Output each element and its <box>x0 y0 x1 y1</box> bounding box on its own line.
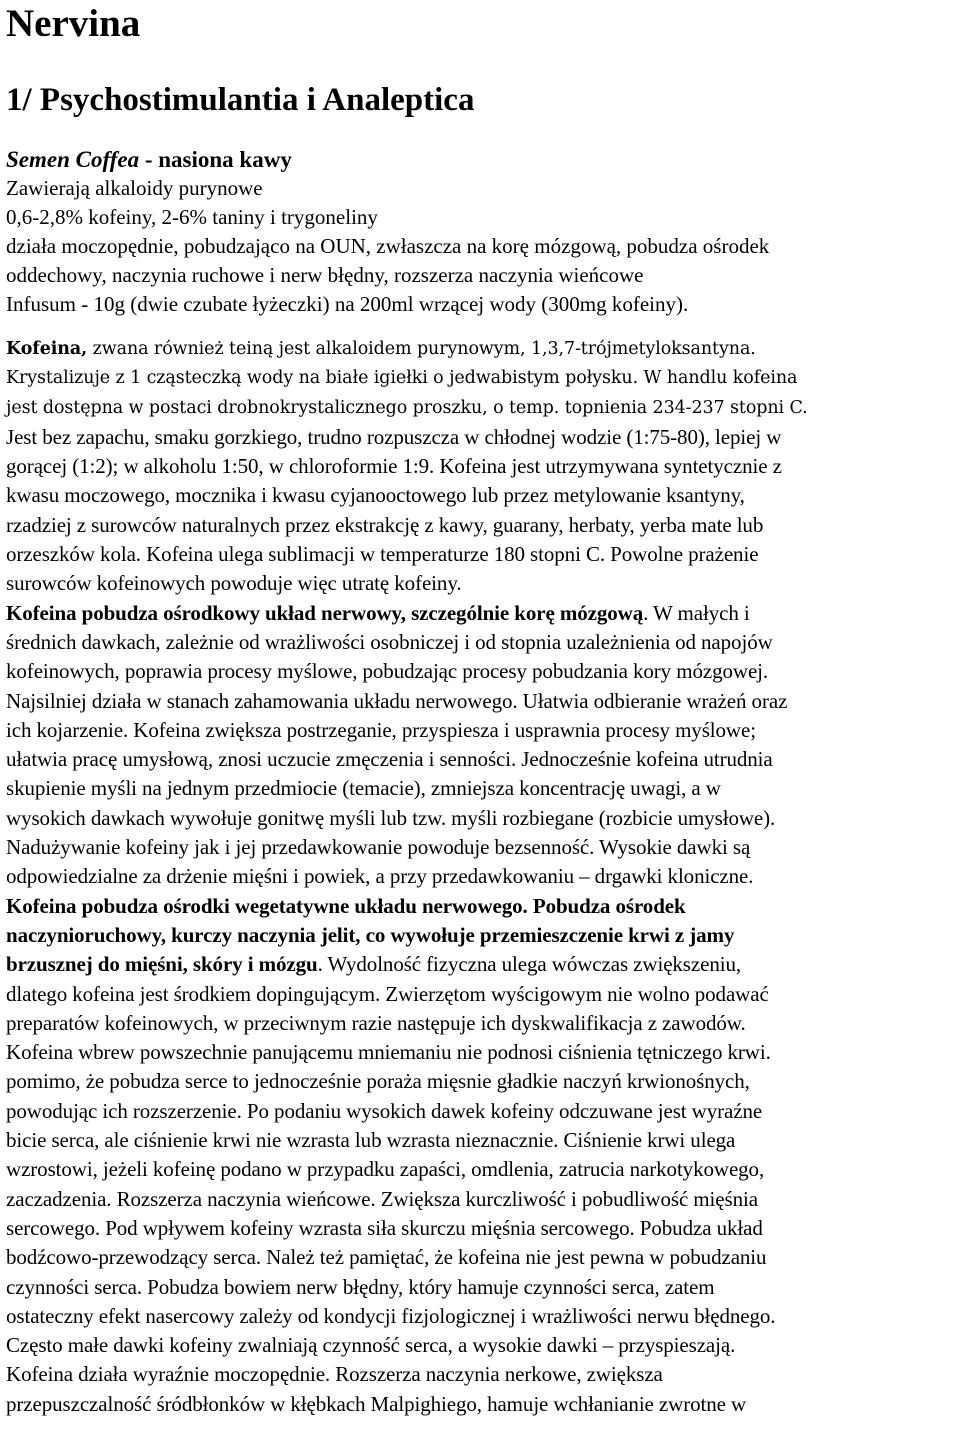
body-line: dlatego kofeina jest środkiem dopingującym. Zwierzętom wyścigowym nie wolno podawać <box>6 981 769 1006</box>
body-line: rzadziej z surowców naturalnych przez ekstrakcję z kawy, guarany, herbaty, yerba mate lub <box>6 512 764 537</box>
body-line: odpowiedzialne za drżenie mięśni i powiek, a przy przedawkowaniu – drgawki kloniczne. <box>6 864 754 889</box>
body-line <box>6 599 954 628</box>
bold-text: Kofeina pobudza ośrodkowy układ nerwowy, szczególnie korę mózgową <box>6 600 644 625</box>
body-line: wysokich dawkach wywołuje gonitwę myśli lub tzw. myśli rozbiegane (rozbicie umysłowe). <box>6 805 776 830</box>
body-line: ułatwia pracę umysłową, znosi uczucie zmęczenia i senności. Jednocześnie kofeina utrudnia <box>6 747 773 772</box>
body-line: wzrostowi, jeżeli kofeinę podano w przypadku zapaści, omdlenia, zatrucia narkotykowego, <box>6 1157 765 1182</box>
intro-line: 0,6-2,8% kofeiny, 2-6% taniny i trygoneliny <box>6 205 378 229</box>
body-line: ich kojarzenie. Kofeina zwiększa postrzeganie, przyspiesza i usprawnia procesy myślowe; <box>6 717 756 742</box>
body-line: preparatów kofeinowych, w przeciwnym razie następuje ich dyskwalifikacja z zawodów. <box>6 1010 746 1035</box>
body-line: czynności serca. Pobudza bowiem nerw błędny, który hamuje czynności serca, zatem <box>6 1274 715 1299</box>
body-line: powodując ich rozszerzenie. Po podaniu wysokich dawek kofeiny odczuwane jest wyraźne <box>6 1098 763 1123</box>
body-line: Najsilniej działa w stanach zahamowania układu nerwowego. Ułatwia odbieranie wrażeń oraz <box>6 688 788 713</box>
subhead-latin: Semen Coffea <box>6 147 140 172</box>
body-line: średnich dawkach, zależnie od wrażliwości osobniczej i od stopnia uzależnienia od napojów <box>6 629 773 654</box>
body-line: Nadużywanie kofeiny jak i jej przedawkowanie powoduje bezsenność. Wysokie dawki są <box>6 835 751 860</box>
intro-line: oddechowy, naczynia ruchowe i nerw błędny, rozszerza naczynia wieńcowe <box>6 263 644 287</box>
body-line: skupienie myśli na jednym przedmiocie (temacie), zmniejsza koncentrację uwagi, a w <box>6 776 721 801</box>
body-line: surowców kofeinowych powoduje więc utratę kofeiny. <box>6 571 462 596</box>
body-line: ostateczny efekt nasercowy zależy od kondycji fizjologicznej i wrażliwości nerwu błędnego. <box>6 1303 776 1328</box>
body-line <box>6 950 954 979</box>
body-line: Często małe dawki kofeiny zwalniają czynność serca, a wysokie dawki – przyspieszają. <box>6 1333 736 1358</box>
body-line: Krystalizuje z 1 cząsteczką wody na białe igiełki o jedwabistym połysku. W handlu kofeina <box>6 368 798 389</box>
body-line: sercowego. Pod wpływem kofeiny wzrasta siła skurczu mięśnia sercowego. Pobudza układ <box>6 1215 763 1240</box>
body-line: kwasu moczowego, mocznika i kwasu cyjanooctowego lub przez metylowanie ksantyny, <box>6 483 745 508</box>
section-heading: 1/ Psychostimulantia i Analeptica <box>6 82 475 118</box>
intro-line: Infusum - 10g (dwie czubate łyżeczki) na 200ml wrzącej wody (300mg kofeiny). <box>6 292 689 316</box>
spacer <box>6 319 954 335</box>
body-line: Kofeina działa wyraźnie moczopędnie. Rozszerza naczynia nerkowe, zwiększa <box>6 1362 663 1387</box>
bold-text: naczynioruchowy, kurczy naczynia jelit, co wywołuje przemieszczenie krwi z jamy <box>6 922 735 947</box>
body-line: gorącej (1:2); w alkoholu 1:50, w chloroformie 1:9. Kofeina jest utrzymywana syntetycznie z <box>6 454 782 479</box>
body-line <box>6 892 954 921</box>
body-line: bicie serca, ale ciśnienie krwi nie wzrasta lub wzrasta nieznacznie. Ciśnienie krwi ulega <box>6 1128 736 1153</box>
body-line <box>6 335 954 364</box>
body-line: przepuszczalność śródbłonków w kłębkach Malpighiego, hamuje wchłanianie zwrotne w <box>6 1391 747 1416</box>
body-line: kofeinowych, poprawia procesy myślowe, pobudzając procesy pobudzania kory mózgowej. <box>6 659 769 684</box>
text-run: . W małych i <box>643 600 750 625</box>
body-line: Kofeina wbrew powszechnie panującemu mniemaniu nie podnosi ciśnienia tętniczego krwi. <box>6 1040 771 1065</box>
body-line: Jest bez zapachu, smaku gorzkiego, trudno rozpuszcza w chłodnej wodzie (1:75-80), lepiej w <box>6 424 782 449</box>
page-title: Nervina <box>6 2 141 45</box>
text-run: . Wydolność fizyczna ulega wówczas zwiększeniu, <box>317 952 742 977</box>
body-line <box>6 921 954 950</box>
body-line: bodźcowo-przewodzący serca. Należ też pamiętać, że kofeina nie jest pewna w pobudzaniu <box>6 1245 767 1270</box>
bold-text: Kofeina pobudza ośrodki wegetatywne układu nerwowego. Pobudza ośrodek <box>6 893 686 918</box>
intro-line: Zawierają alkaloidy purynowe <box>6 176 263 200</box>
body-line: jest dostępna w postaci drobnokrystalicznego proszku, o temp. topnienia 234-237 stopni C. <box>6 397 808 418</box>
bold-text: brzusznej do mięśni, skóry i mózgu <box>6 952 318 977</box>
body-line: zaczadzenia. Rozszerza naczynia wieńcowe. Zwiększa kurczliwość i pobudliwość mięśnia <box>6 1186 758 1211</box>
subhead <box>6 145 954 174</box>
body-line: orzeszków kola. Kofeina ulega sublimacji w temperaturze 180 stopni C. Powolne prażenie <box>6 542 759 567</box>
bold-text: Kofeina, <box>6 339 88 359</box>
intro-line: działa moczopędnie, pobudzająco na OUN, zwłaszcza na korę mózgową, pobudza ośrodek <box>6 234 770 258</box>
subhead-rest: - nasiona kawy <box>139 147 292 172</box>
body-line: pomimo, że pobudza serce to jednocześnie poraża mięsnie gładkie naczyń krwionośnych, <box>6 1069 750 1094</box>
text-run: zwana również teiną jest alkaloidem purynowym, 1,3,7-trójmetyloksantyna. <box>87 339 756 359</box>
intro-block <box>6 145 954 319</box>
body-text <box>6 335 954 1419</box>
